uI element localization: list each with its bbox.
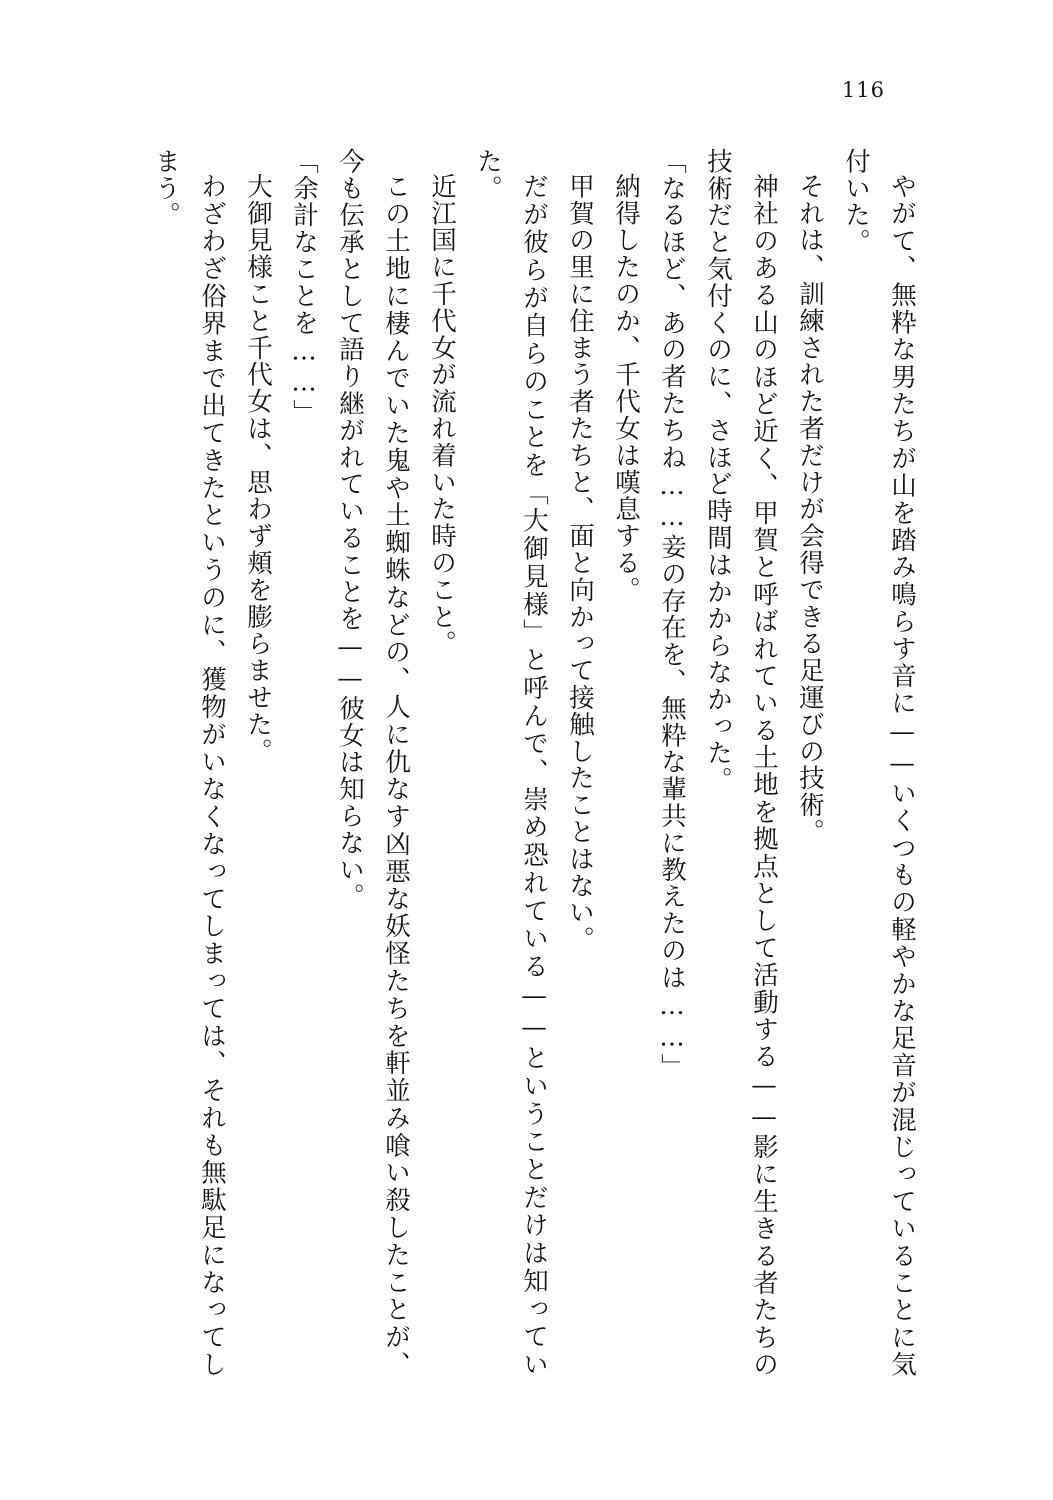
paragraph: 納得したのか、千代女は嘆息する。: [611, 173, 641, 604]
paragraph: わざわざ俗界まで出てきたというのに、獲物がいなくなってしまっては、それも無駄足になってしまう。: [151, 148, 227, 1378]
paragraph: それは、訓練された者だけが会得できる足運びの技術。: [795, 173, 825, 846]
paragraph: 大御見様こと千代女は、思わず頬を膨らませた。: [243, 173, 273, 765]
paragraph: 甲賀の里に住まう者たちと、面と向かって接触したことはない。: [565, 173, 595, 954]
paragraph: 「余計なことを……」: [289, 148, 319, 426]
page-number: 116: [841, 78, 885, 102]
paragraph: だが彼らが自らのことを「大御見様」と呼んで、崇め恐れている——ということだけは知っていた。: [473, 148, 549, 1378]
paragraph: 近江国に千代女が流れ着いた時のこと。: [427, 173, 457, 658]
body-text: [110, 148, 925, 1378]
paragraph: この土地に棲んでいた鬼や土蜘蛛などの、人に仇なす凶悪な妖怪たちを軒並み喰い殺したことが、今も伝承として語り継がれていることを——彼女は知らない。: [335, 148, 411, 1378]
paragraph: 「なるほど、あの者たちね……妾の存在を、無粋な輩共に教えたのは……」: [657, 148, 687, 1081]
paragraph: 神社のある山のほど近く、甲賀と呼ばれている土地を拠点として活動する——影に生きる者たちの技術だと気付くのに、さほど時間はかからなかった。: [703, 148, 779, 1378]
paragraph: やがて、無粋な男たちが山を踏み鳴らす音に——いくつもの軽やかな足音が混じっていることに気付いた。: [841, 148, 917, 1378]
